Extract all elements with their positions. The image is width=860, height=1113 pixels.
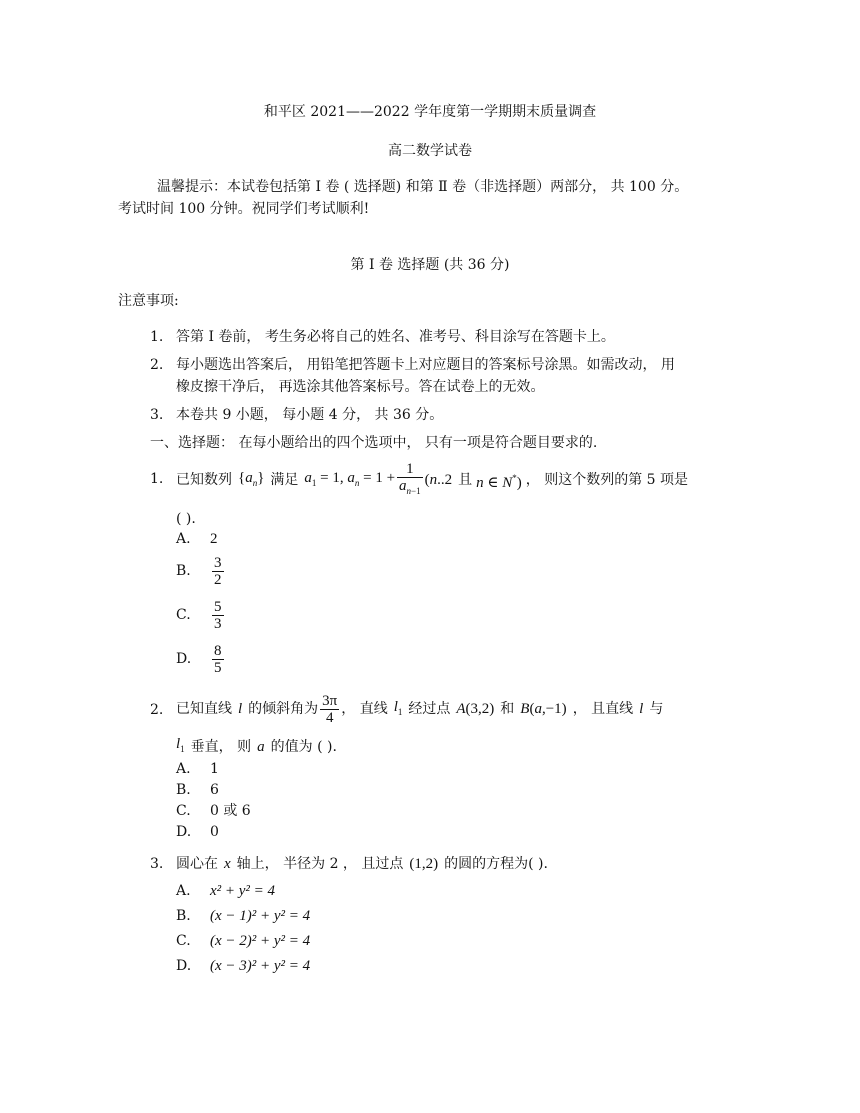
option-c bbox=[176, 802, 251, 820]
option-value: (x − 1)² + y² = 4 bbox=[210, 908, 311, 924]
q3-text: 圆心在 bbox=[176, 856, 218, 872]
option-label: D. bbox=[176, 824, 192, 840]
line-l1-symbol: $l_1$ bbox=[176, 736, 185, 754]
option-d bbox=[176, 640, 226, 678]
section-heading: 第 Ⅰ 卷 选择题 (共 36 分) bbox=[350, 257, 510, 273]
option-label: B. bbox=[176, 563, 191, 579]
q3-text: 的圆的方程为( ). bbox=[444, 856, 548, 872]
option-label: B. bbox=[176, 908, 191, 924]
question-number: 3. bbox=[150, 856, 164, 872]
q1-text: ， 则这个数列的第 5 项是 bbox=[525, 472, 689, 488]
option-label: A. bbox=[176, 531, 191, 547]
note-text: 橡皮擦干净后， 再选涂其他答案标号。答在试卷上的无效。 bbox=[176, 379, 545, 395]
point-b-expression: B(a,−1) bbox=[520, 701, 567, 717]
option-c bbox=[176, 596, 226, 634]
question-number: 2. bbox=[150, 702, 164, 718]
option-a bbox=[176, 530, 218, 548]
domain-expression: n ∈ N*) bbox=[476, 472, 522, 491]
option-label: D. bbox=[176, 958, 192, 974]
option-a bbox=[176, 882, 275, 900]
q2-text: 的倾斜角为 bbox=[248, 701, 319, 717]
x-axis-symbol: x bbox=[224, 856, 231, 872]
question-number: 1. bbox=[150, 471, 164, 487]
q2-text: 和 bbox=[500, 701, 515, 717]
option-label: A. bbox=[176, 883, 191, 899]
point-expression: (1,2) bbox=[409, 856, 439, 872]
q2-text: 的值为 ( ). bbox=[270, 738, 337, 755]
q3-text: 轴上， 半径为 2 ， 且过点 bbox=[236, 856, 404, 872]
notes-label: 注意事项: bbox=[118, 293, 179, 309]
part-title: 一、选择题： 在每小题给出的四个选项中， 只有一项是符合题目要求的. bbox=[150, 435, 598, 451]
option-value: (x − 2)² + y² = 4 bbox=[210, 933, 311, 949]
q1-text: 已知数列 bbox=[176, 472, 232, 488]
option-fraction: $\frac{5}{3}$ bbox=[214, 598, 222, 632]
option-value: (x − 3)² + y² = 4 bbox=[210, 958, 311, 974]
q2-text: 与 bbox=[649, 701, 664, 717]
line-l-symbol: l bbox=[639, 701, 644, 717]
note-number: 3. bbox=[150, 407, 164, 423]
sequence-expression: $\{a_n\}$ bbox=[238, 469, 265, 488]
variable-a-symbol: a bbox=[257, 738, 265, 755]
option-label: C. bbox=[176, 607, 191, 623]
answer-paren: ( ). bbox=[176, 511, 196, 527]
angle-fraction: $\frac{3\pi}{4}$ bbox=[322, 692, 338, 726]
q1-text: 且 bbox=[458, 472, 473, 488]
option-fraction: $\frac{3}{2}$ bbox=[214, 554, 222, 588]
note-text: 本卷共 9 小题， 每小题 4 分， 共 36 分。 bbox=[176, 407, 444, 423]
option-value: x² + y² = 4 bbox=[210, 883, 276, 899]
question-3-stem bbox=[176, 855, 548, 873]
note-text: 每小题选出答案后， 用铅笔把答题卡上对应题目的答案标号涂黑。如需改动， 用 bbox=[176, 357, 675, 373]
option-label: C. bbox=[176, 803, 191, 819]
option-value: 6 bbox=[210, 782, 219, 798]
q2-text: ， 且直线 bbox=[572, 701, 634, 717]
option-d bbox=[176, 823, 219, 841]
option-a bbox=[176, 760, 219, 778]
condition-expression: (n..2 bbox=[424, 472, 453, 488]
option-label: B. bbox=[176, 782, 191, 798]
q2-text: 已知直线 bbox=[176, 701, 232, 717]
option-b bbox=[176, 552, 226, 590]
option-label: D. bbox=[176, 651, 192, 667]
line-l-symbol: l bbox=[238, 701, 243, 717]
option-label: C. bbox=[176, 933, 191, 949]
question-2-stem-line2 bbox=[176, 735, 337, 758]
recurrence-expression: $a_1 = 1$, $a_n = 1$ + bbox=[304, 469, 396, 488]
tip-line-2: 考试时间 100 分钟。祝同学们考试顺利! bbox=[118, 201, 370, 217]
option-label: A. bbox=[176, 761, 191, 777]
option-value: 1 bbox=[210, 761, 219, 777]
note-text: 答第 Ⅰ 卷前， 考生务必将自己的姓名、准考号、科目涂写在答题卡上。 bbox=[176, 329, 615, 345]
note-number: 2. bbox=[150, 357, 164, 373]
option-value: 0 或 6 bbox=[210, 803, 251, 819]
q2-text: 垂直， 则 bbox=[190, 738, 252, 755]
option-c bbox=[176, 932, 310, 950]
exam-title: 和平区 2021——2022 学年度第一学期期末质量调查 bbox=[263, 104, 597, 120]
q1-text: 满足 bbox=[270, 472, 299, 488]
q2-text: ， 直线 bbox=[341, 701, 388, 717]
note-number: 1. bbox=[150, 329, 164, 345]
exam-subtitle: 高二数学试卷 bbox=[388, 143, 472, 159]
option-b bbox=[176, 907, 310, 925]
option-b bbox=[176, 781, 219, 799]
question-2-stem bbox=[176, 690, 663, 728]
option-fraction: $\frac{8}{5}$ bbox=[214, 642, 222, 676]
recurrence-fraction: $\frac{1}{a_{n-1}}$ bbox=[399, 461, 421, 496]
line-l1-symbol: $l_1$ bbox=[393, 698, 403, 717]
option-d bbox=[176, 957, 310, 975]
point-a-expression: A(3,2) bbox=[456, 701, 495, 717]
tip-line-1: 温馨提示：本试卷包括第 Ⅰ 卷 ( 选择题) 和第 Ⅱ 卷（非选择题）两部分， 共 100 分。 bbox=[157, 179, 689, 195]
option-value: 2 bbox=[210, 531, 218, 547]
option-value: 0 bbox=[210, 824, 219, 840]
q2-text: 经过点 bbox=[408, 701, 451, 717]
question-1-stem bbox=[176, 462, 688, 498]
